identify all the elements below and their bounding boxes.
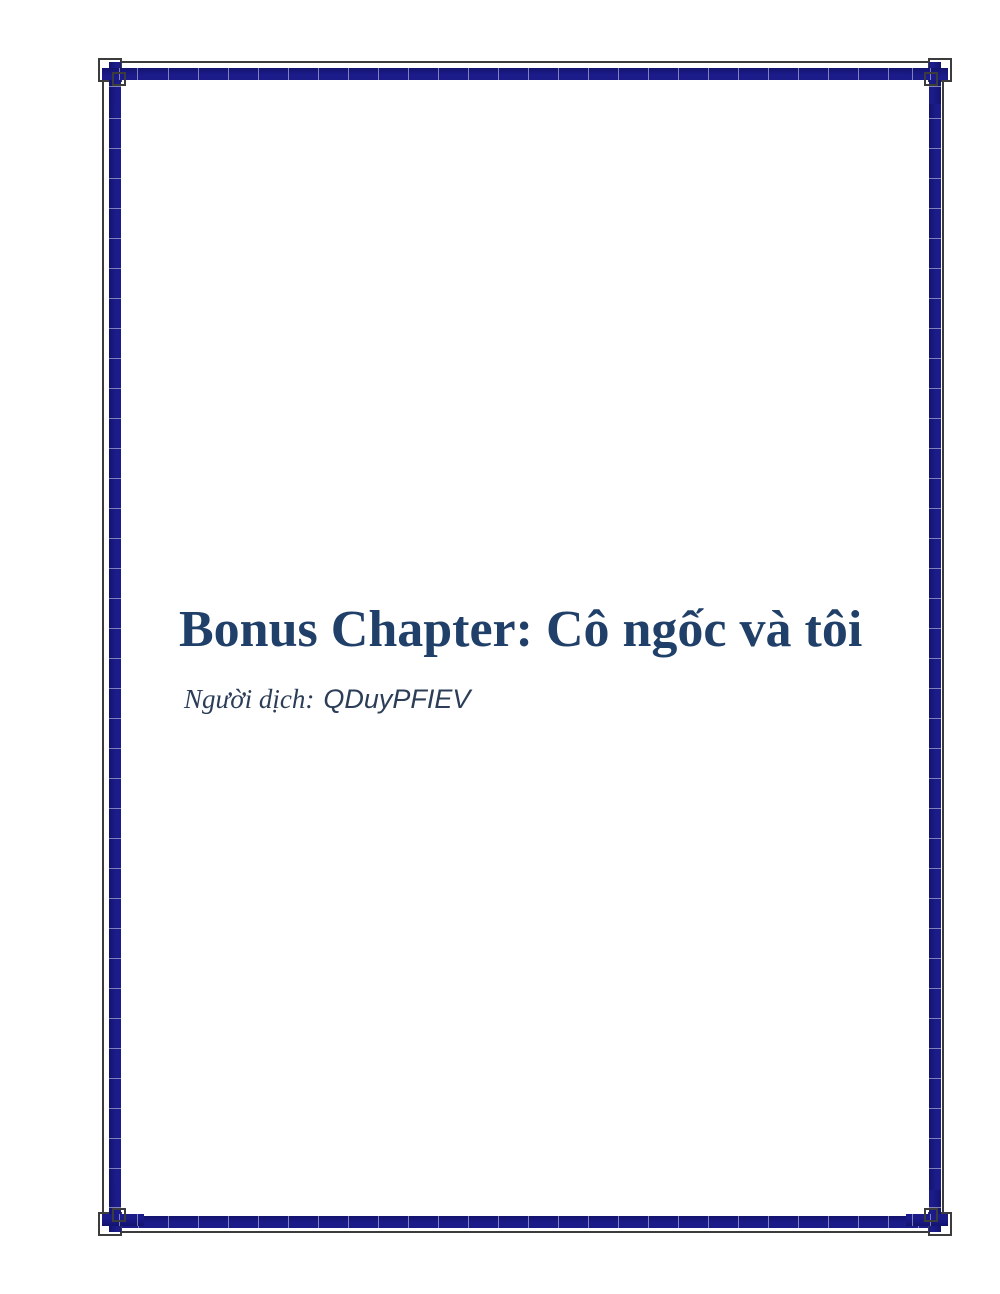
corner-square-small	[112, 1208, 126, 1222]
border-corner-ornament-top-left	[96, 56, 144, 104]
corner-square-small	[924, 1208, 938, 1222]
translator-name: QDuyPFIEV	[323, 684, 471, 714]
page-border-band-top	[109, 68, 941, 80]
translator-label: Người dịch:	[184, 684, 315, 714]
border-corner-ornament-top-right	[906, 56, 954, 104]
page-border-band-bottom	[109, 1216, 941, 1228]
border-corner-ornament-bottom-left	[96, 1190, 144, 1238]
chapter-title: Bonus Chapter: Cô ngốc và tôi	[179, 601, 863, 658]
corner-square-small	[112, 72, 126, 86]
page-border-band-right	[929, 68, 941, 1228]
corner-square-small	[924, 72, 938, 86]
page-border-outer-line	[102, 61, 944, 1233]
page-border-band-left	[109, 68, 121, 1228]
border-corner-ornament-bottom-right	[906, 1190, 954, 1238]
